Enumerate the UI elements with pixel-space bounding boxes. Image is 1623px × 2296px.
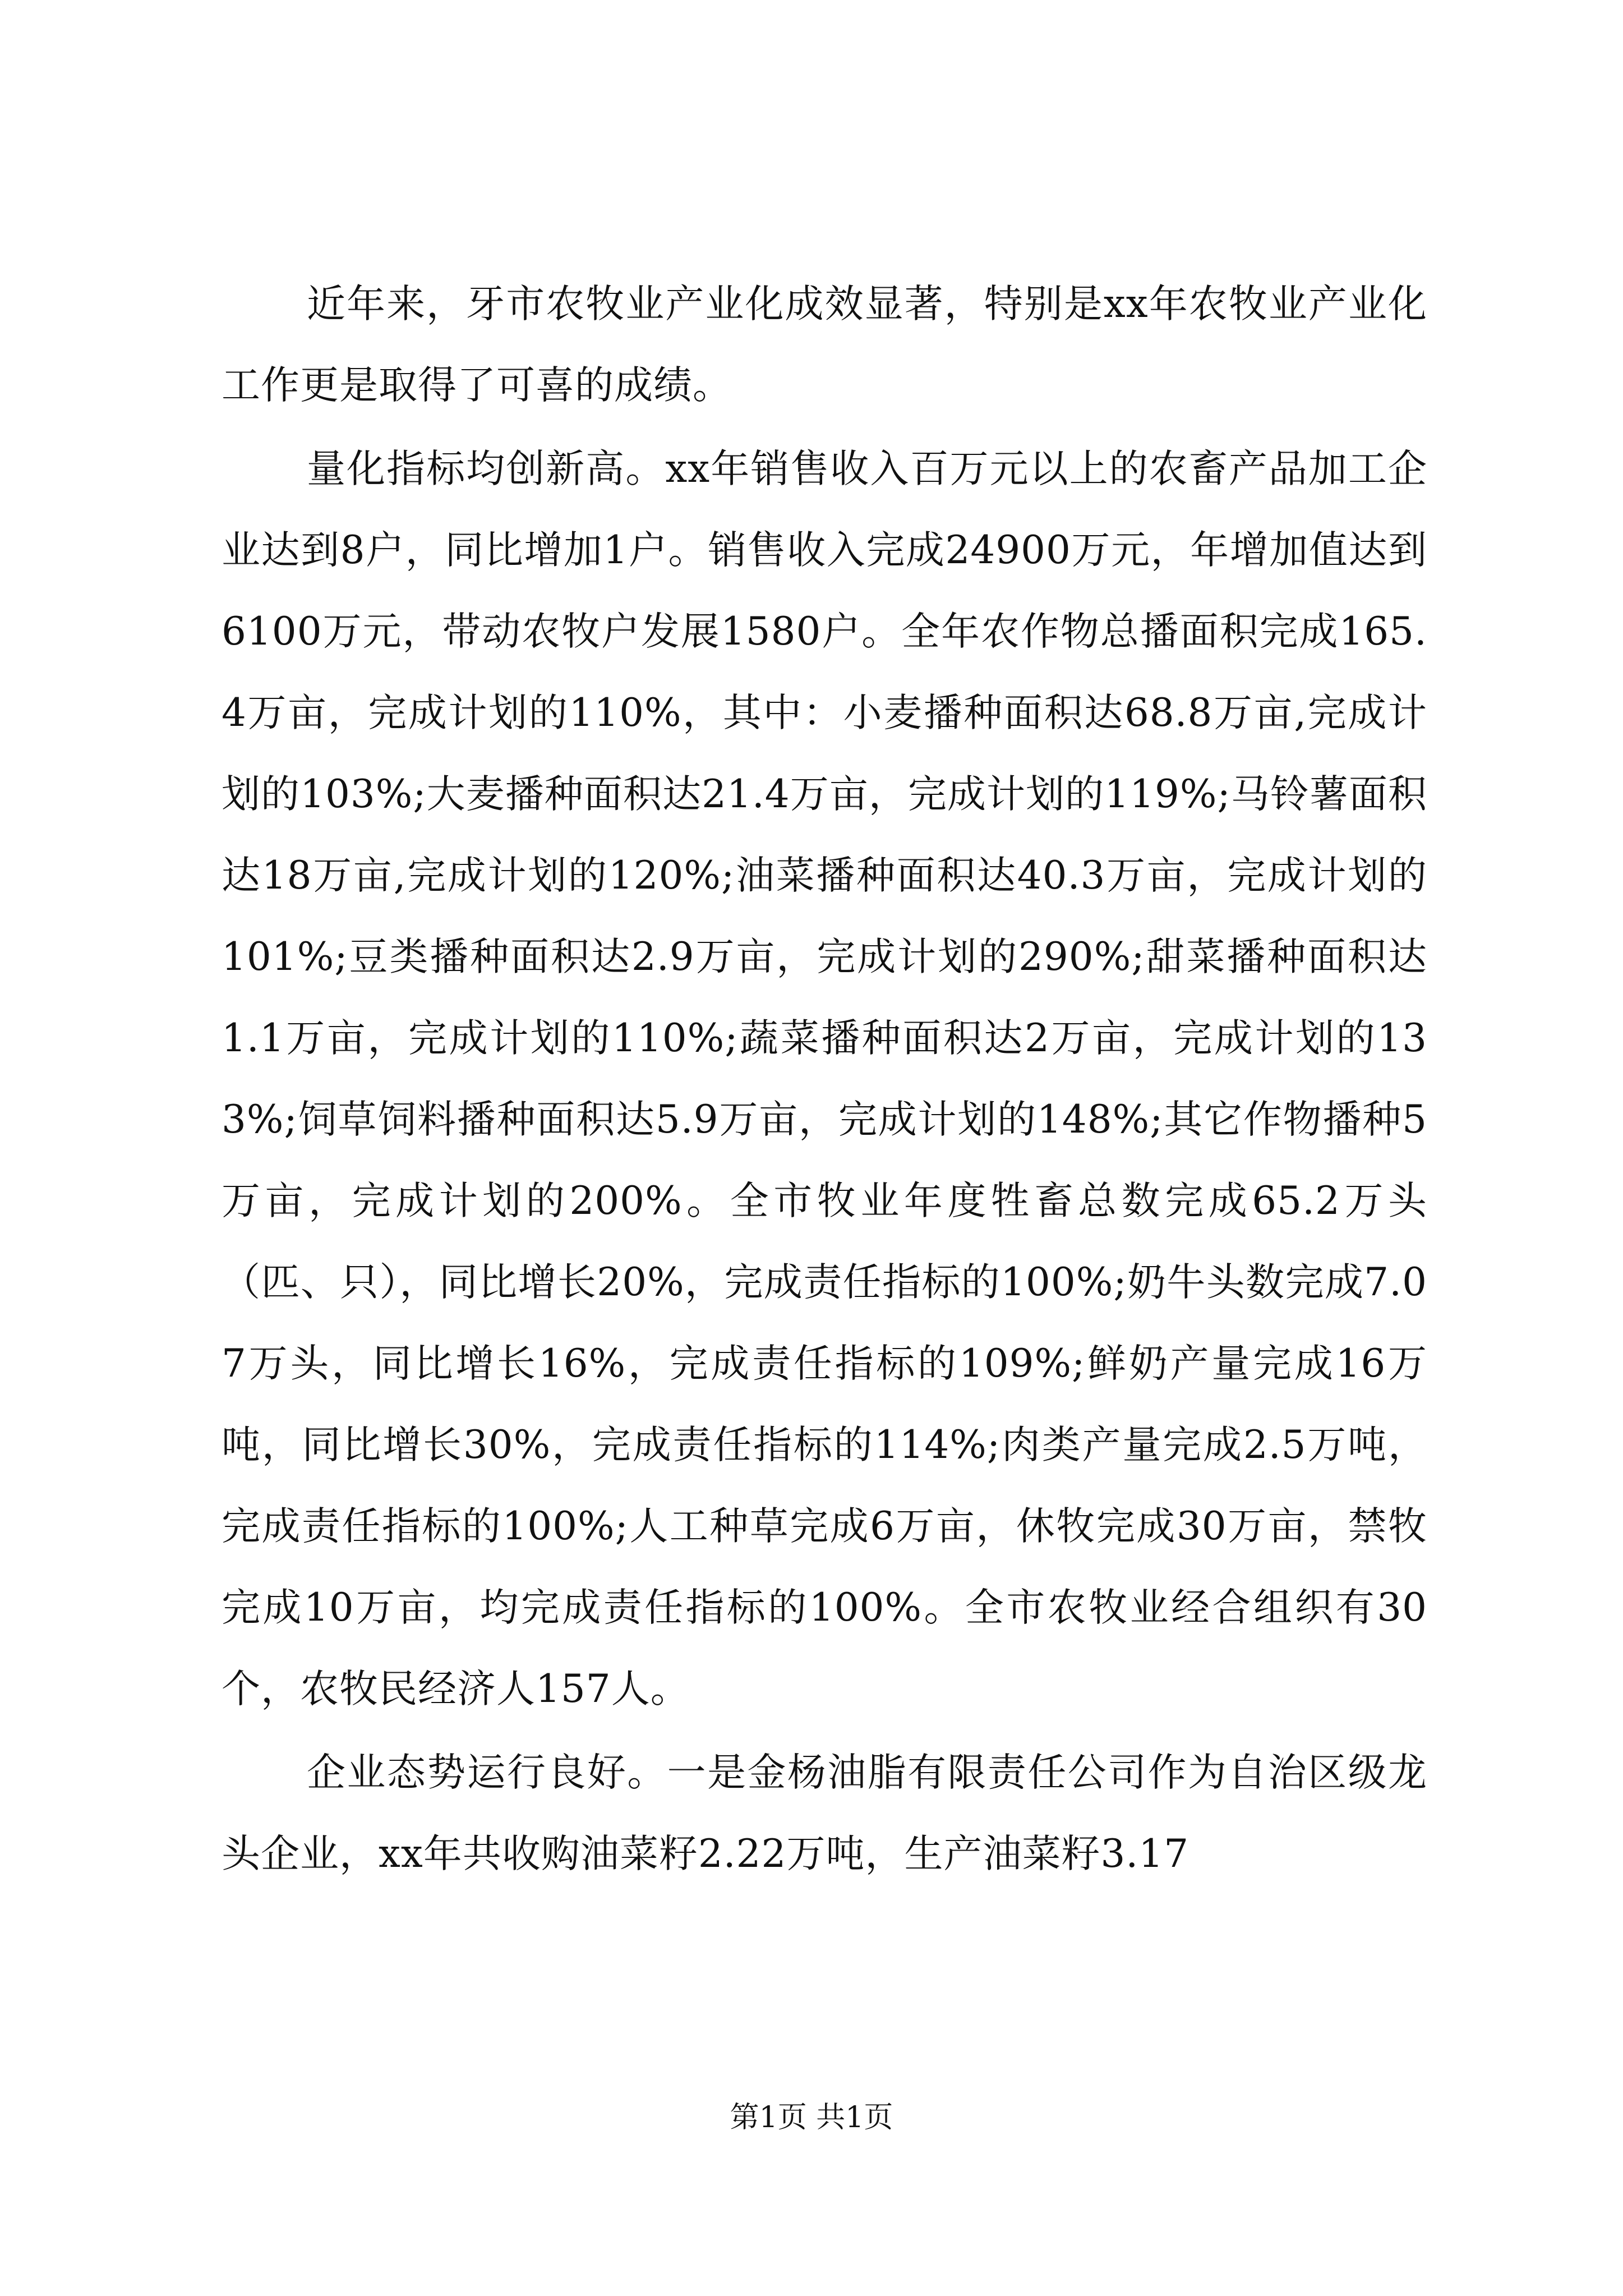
paragraph-intro: 近年来，牙市农牧业产业化成效显著，特别是xx年农牧业产业化工作更是取得了可喜的成绩。 <box>222 282 1427 408</box>
page-footer: 第1页 共1页 <box>730 2101 893 2134</box>
document-body <box>222 264 1427 1897</box>
paragraph-quantitative-indicators: 量化指标均创新高。xx年销售收入百万元以上的农畜产品加工企业达到8户，同比增加1户。销售收入完成24900万元，年增加值达到6100万元，带动农牧户发展1580户。全年农作物总播面积完成165.4万亩，完成计划的110%，其中：小麦播种面积达68.8万亩,完成计划的103%;大麦播种面积达21.4万亩，完成计划的119%;马铃薯面积达18万亩,完成计划的120%;油菜播种面积达40.3万亩，完成计划的101%;豆类播种面积达2.9万亩，完成计划的290%;甜菜播种面积达1.1万亩，完成计划的110%;蔬菜播种面积达2万亩，完成计划的133%;饲草饲料播种面积达5.9万亩，完成计划的148%;其它作物播种5万亩，完成计划的200%。全市牧业年度牲畜总数完成65.2万头（匹、只），同比增长20%，完成责任指标的100%;奶牛头数完成7.07万头，同比增长16%，完成责任指标的109%;鲜奶产量完成16万吨，同比增长30%，完成责任指标的114%;肉类产量完成2.5万吨，完成责任指标的100%;人工种草完成6万亩，休牧完成30万亩，禁牧完成10万亩，均完成责任指标的100%。全市农牧业经合组织有30个，农牧民经济人157人。 <box>222 447 1427 1711</box>
paragraph-enterprise-status: 企业态势运行良好。一是金杨油脂有限责任公司作为自治区级龙头企业，xx年共收购油菜籽2.22万吨，生产油菜籽3.17 <box>222 1750 1427 1876</box>
